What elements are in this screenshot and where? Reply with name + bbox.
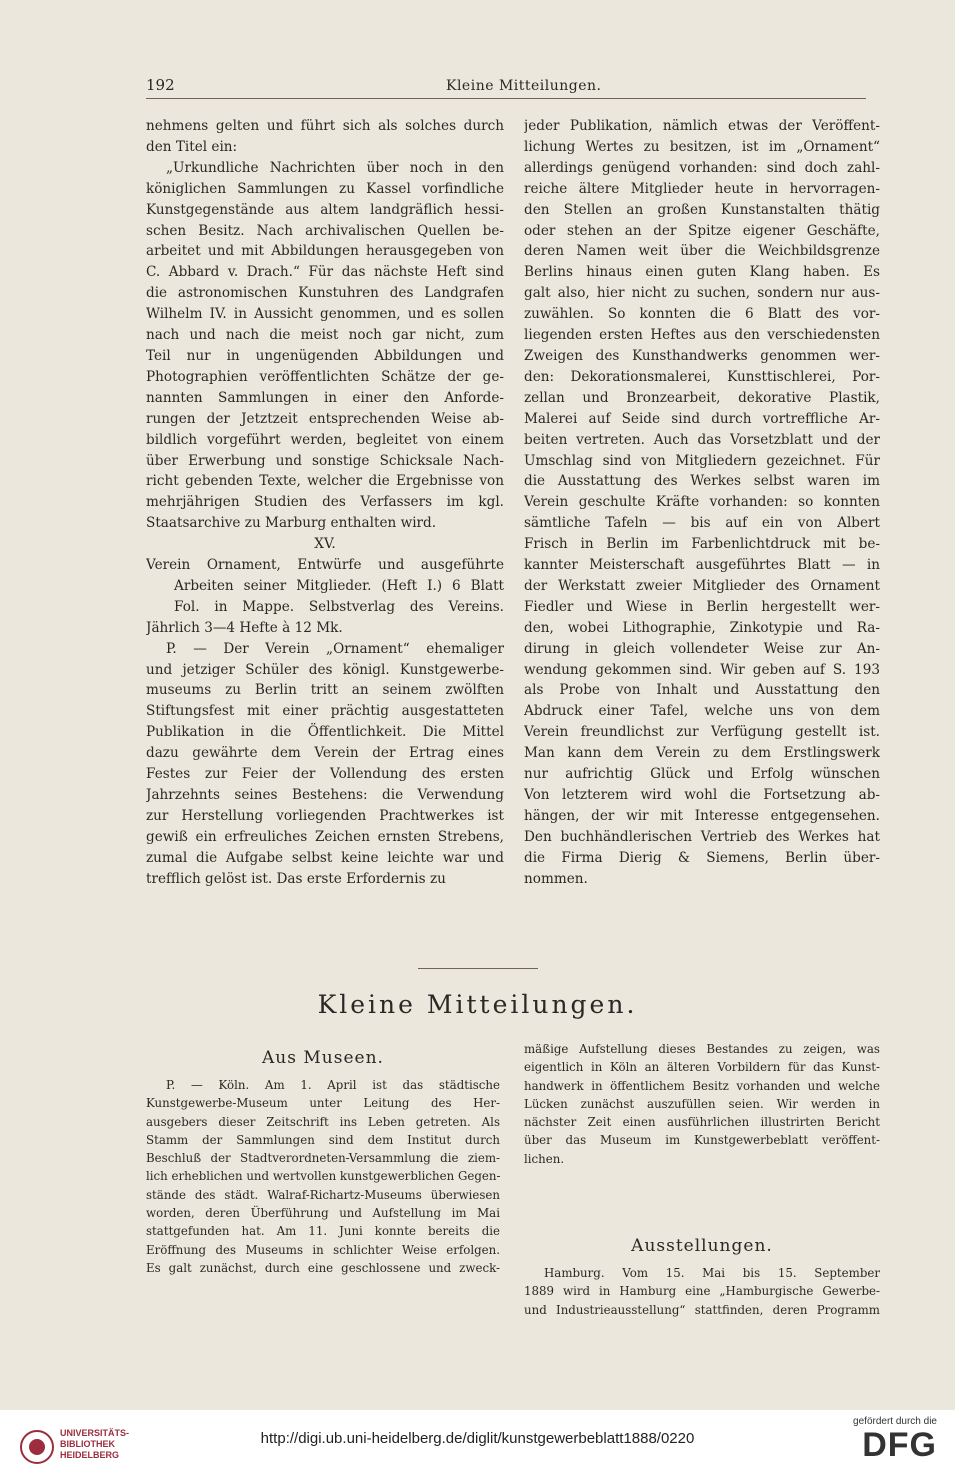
- text-line: wendung gekommen sind. Wir geben auf S. 193: [524, 661, 880, 678]
- text-line: Fol. in Mappe. Selbstverlag des Vereins.: [174, 598, 504, 615]
- text-line: mäßige Aufstellung dieses Bestandes zu zeigen, was: [524, 1042, 880, 1056]
- text-line: Festes zur Feier der Vollendung des ersten: [146, 766, 504, 783]
- page-header: [146, 76, 865, 100]
- text-line: schen Besitz. Nach archivalischen Quellen be-: [146, 222, 504, 239]
- text-line: P. — Der Verein „Ornament“ ehemaliger: [166, 640, 504, 657]
- text-line: richt gebenden Texte, welcher die Ergebnisse von: [146, 473, 504, 490]
- text-line: über Erwerbung und sonstige Schicksale Nach-: [146, 452, 504, 469]
- text-line: über das Museum im Kunstgewerbeblatt veröffent-: [524, 1133, 880, 1148]
- text-line: allerdings genügend vorhanden: sind doch zahl-: [524, 159, 880, 176]
- text-line: zumal die Aufgabe selbst keine leichte war und: [146, 849, 504, 866]
- text-line: zuwählen. So konnten die 6 Blatt des vor-: [524, 306, 880, 323]
- text-line: galt also, hier nicht zu suchen, sondern nur aus-: [524, 285, 880, 302]
- running-head: Kleine Mitteilungen.: [446, 78, 602, 94]
- text-line: Verein geschulte Kräfte vorhanden: so konnten: [524, 494, 880, 511]
- text-line: zur Herstellung vorliegenden Prachtwerkes ist: [146, 807, 504, 824]
- text-line: oder stehen an der Spitze eigener Geschäfte,: [524, 222, 880, 239]
- section-divider: [418, 968, 538, 969]
- text-line: nehmens gelten und führt sich als solches durch: [146, 118, 504, 134]
- text-line: Eröffnung des Museums in schlichter Weise erfolgen.: [146, 1242, 500, 1257]
- text-line: königlichen Sammlungen zu Kassel vorfindliche: [146, 180, 504, 197]
- text-line: Kunstgegenstände aus altem landgräflich hessi-: [146, 201, 504, 218]
- text-line: Von letzterem wird wohl die Fortsetzung ab-: [524, 787, 880, 803]
- text-line: den, wobei Lithographie, Zinkotypie und Ra-: [524, 619, 880, 636]
- text-line: Malerei auf Seide sind durch vortreffliche Ar-: [524, 410, 880, 427]
- text-line: Teil nur in ungenügenden Abbildungen und: [146, 347, 504, 364]
- text-line: Zweigen des Kunsthandwerks genommen wer-: [524, 347, 880, 364]
- text-line: der Werkstatt zweier Mitglieder des Ornament: [524, 577, 880, 594]
- text-line: P. — Köln. Am 1. April ist das städtische: [166, 1078, 500, 1092]
- text-line: sämtliche Tafeln — bis auf ein von Albert: [524, 515, 880, 532]
- text-line: arbeitet und mit Abbildungen herausgegeben von: [146, 243, 504, 260]
- text-line: die astronomischen Kunstuhren des Landgrafen: [146, 285, 504, 302]
- text-line: nur aufrichtig Glück und Erfolg wünschen: [524, 766, 880, 783]
- text-line: Den buchhändlerischen Vertrieb des Werkes hat: [524, 828, 880, 845]
- text-line: den: Dekorationsmalerei, Kunsttischlerei, Por-: [524, 368, 880, 385]
- text-line: gewiß ein erfreuliches Zeichen ernsten Strebens,: [146, 828, 504, 845]
- text-line: ausgebers dieser Zeitschrift ins Leben getreten. Als: [146, 1114, 500, 1129]
- text-line: die Ausstattung des Werkes selbst waren im: [524, 473, 880, 490]
- text-line: Berlins hinaus einen guten Klang haben. Es: [524, 264, 880, 281]
- text-line: nächster Zeit einen ausführlichen illustrirten Bericht: [524, 1115, 880, 1130]
- exhibitions-heading: Ausstellungen.: [631, 1236, 773, 1257]
- text-line: lich erheblichen und wertvollen kunstgewerblichen Gegen-: [146, 1169, 500, 1184]
- top-right-column: [524, 116, 880, 890]
- text-line: Fiedler und Wiese in Berlin hergestellt wer-: [524, 598, 880, 615]
- text-line: dazu gewährte dem Verein der Ertrag eines: [146, 745, 504, 762]
- text-line: und jetziger Schüler des königl. Kunstgewerbe-: [146, 661, 504, 678]
- text-line: und Industrieausstellung“ stattfinden, deren Programm: [524, 1302, 880, 1317]
- funder-logo[interactable]: [827, 1416, 937, 1463]
- text-line: Publikation in die Öffentlichkeit. Die Mittel: [146, 724, 504, 741]
- text-line: zellan und Bronzearbeit, dekorative Plastik,: [524, 389, 880, 406]
- header-rule: [146, 98, 866, 99]
- footer-bar: [0, 1410, 955, 1480]
- dfg-logo: DFG: [862, 1426, 937, 1464]
- source-url[interactable]: http://digi.ub.uni-heidelberg.de/diglit/kunstgewerbeblatt1888/0220: [260, 1430, 695, 1447]
- text-line: XV.: [314, 536, 336, 553]
- page-number: 192: [146, 76, 175, 94]
- text-line: Stiftungsfest mit einer prächtig ausgestatteten: [146, 703, 504, 720]
- section-title: Kleine Mitteilungen.: [317, 990, 638, 1019]
- text-line: nannten Sammlungen in einer den Anforde-: [146, 389, 504, 406]
- text-line: mehrjährigen Studien des Verfassers im kgl.: [146, 494, 504, 511]
- text-line: beiten vertreten. Auch das Vorsetzblatt und der: [524, 431, 880, 448]
- text-line: nach und nach die meist noch gar nicht, zum: [146, 327, 504, 344]
- text-line: als Probe von Inhalt und Ausstattung den: [524, 682, 880, 699]
- text-line: nommen.: [524, 870, 588, 887]
- text-line: eigentlich in Köln an älteren Vorbildern für das Kunst-: [524, 1060, 880, 1075]
- text-line: stattgefunden hat. Am 11. Juni konnte bereits die: [146, 1224, 500, 1239]
- text-line: worden, deren Überführung und Aufstellung im Mai: [146, 1206, 500, 1221]
- text-line: deren Namen weit über die Weichbildsgrenze: [524, 243, 880, 260]
- library-name: UNIVERSITÄTS- BIBLIOTHEK HEIDELBERG: [60, 1428, 130, 1460]
- text-line: den Titel ein:: [146, 138, 238, 155]
- text-line: Beschluß der Stadtverordneten-Versammlung die ziem-: [146, 1151, 500, 1166]
- text-line: Umschlag sind von Mitgliedern gezeichnet. Für: [524, 452, 880, 469]
- text-line: handwerk in öffentlichem Besitz vorhanden und welche: [524, 1078, 880, 1093]
- text-line: Abdruck einer Tafel, welche uns von dem: [524, 703, 880, 720]
- text-line: lichen.: [524, 1151, 565, 1166]
- text-line: bildlich vorgeführt werden, begleitet von einem: [146, 431, 504, 448]
- text-line: kannter Meisterschaft ausgeführtes Blatt — in: [524, 557, 880, 574]
- text-line: museums zu Berlin tritt an seinem zwölften: [146, 682, 504, 699]
- text-line: trefflich gelöst ist. Das erste Erfordernis zu: [146, 870, 446, 887]
- text-line: Jahrzehnts seines Bestehens: die Verwendung: [146, 787, 504, 803]
- text-line: „Urkundliche Nachrichten über noch in den: [166, 159, 504, 176]
- text-line: rungen der Jetztzeit entsprechenden Weise ab-: [146, 410, 504, 427]
- text-line: stände des städt. Walraf-Richartz-Museums überwiesen: [146, 1187, 500, 1202]
- text-line: Photographien veröffentlichten Schätze der ge-: [146, 368, 504, 385]
- text-line: Kunstgewerbe-Museum unter Leitung des Her-: [146, 1096, 500, 1111]
- text-line: Jährlich 3—4 Hefte à 12 Mk.: [146, 619, 343, 636]
- text-line: 1889 wird in Hamburg eine „Hamburgische Gewerbe-: [524, 1284, 880, 1299]
- text-line: lichung Wertes zu besitzen, ist im „Ornament“: [524, 138, 880, 155]
- text-line: hängen, der wir mit Interesse entgegensehen.: [524, 807, 880, 824]
- text-line: dirung in gleich vollendeter Weise zur An-: [524, 640, 880, 657]
- text-line: Stamm der Sammlungen sind dem Institut durch: [146, 1132, 500, 1147]
- bottom-left-column: [146, 1040, 500, 1277]
- text-line: Frisch in Berlin im Farbenlichtdruck mit be-: [524, 536, 880, 553]
- text-line: reiche ältere Mitglieder heute in hervorragen-: [524, 180, 880, 197]
- text-line: Hamburg. Vom 15. Mai bis 15. September: [544, 1266, 880, 1281]
- text-line: Verein freundlichst zur Verfügung gestellt ist.: [524, 724, 880, 741]
- text-line: Arbeiten seiner Mitglieder. (Heft I.) 6 Blatt: [174, 577, 504, 594]
- text-line: Wilhelm IV. in Aussicht genommen, und es sollen: [146, 306, 504, 323]
- text-line: Lücken zunächst auszufüllen seien. Wir werden in: [524, 1096, 880, 1111]
- museums-heading: Aus Museen.: [262, 1048, 384, 1068]
- text-line: Es galt zunächst, durch eine geschlossene und zweck-: [146, 1260, 500, 1275]
- funder-caption: gefördert durch die: [853, 1416, 937, 1427]
- text-line: Staatsarchive zu Marburg enthalten wird.: [146, 515, 437, 532]
- text-line: C. Abbard v. Drach.“ Für das nächste Heft sind: [146, 264, 504, 281]
- text-line: jeder Publikation, nämlich etwas der Veröffent-: [524, 118, 880, 134]
- top-left-column: [146, 116, 504, 890]
- bottom-right-column: [524, 1040, 880, 1319]
- text-line: Verein Ornament, Entwürfe und ausgeführte: [146, 557, 504, 574]
- text-line: Man kann dem Verein zu dem Erstlingswerk: [524, 745, 880, 762]
- text-line: den Stellen an großen Kunstanstalten thätig: [524, 201, 880, 218]
- text-line: die Firma Dierig & Siemens, Berlin über-: [524, 849, 880, 866]
- text-line: liegenden ersten Heftes aus den verschiedensten: [524, 327, 880, 344]
